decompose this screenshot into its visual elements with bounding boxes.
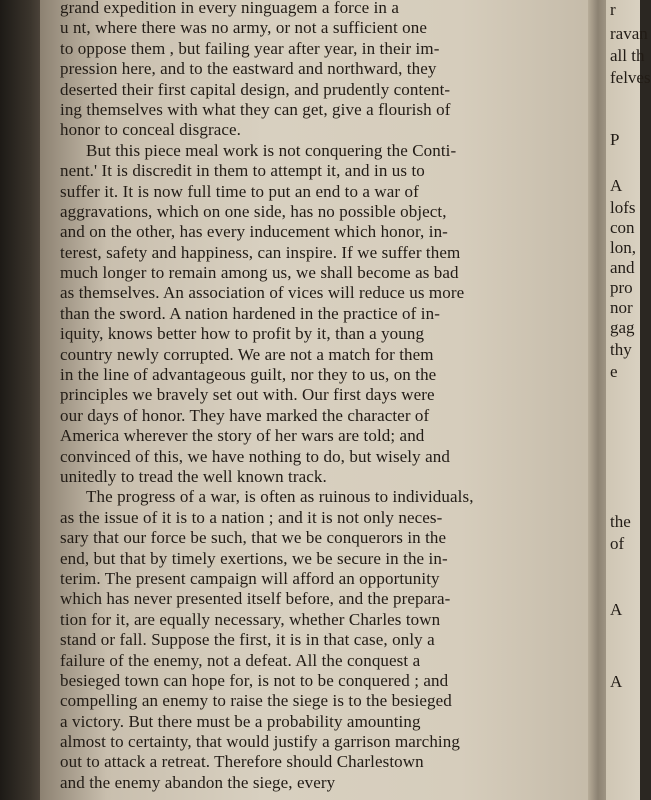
article-line: in the line of advantageous guilt, nor they to us, on the (60, 365, 437, 385)
adjacent-line: ravan (610, 24, 648, 43)
adjacent-line: pro (610, 278, 633, 297)
article-line: as themselves. An association of vices will reduce us more (60, 283, 465, 303)
article-line: But this piece meal work is not conquering the Conti- (86, 140, 457, 160)
adjacent-line: P (610, 130, 620, 149)
article-line: honor to conceal disgrace. (60, 120, 242, 140)
article-line: America wherever the story of her wars are told; and (60, 426, 425, 446)
article-line: nent.' It is discredit in them to attempt it, and in us to (60, 161, 425, 181)
article-column (60, 0, 590, 793)
article-line: out to attack a retreat. Therefore should Charlestown (60, 752, 424, 772)
article-line: besieged town can hope for, is not to be conquered ; and (60, 670, 449, 690)
article-line: grand expedition in every ninguagem a force in a (60, 0, 400, 17)
adjacent-line: of (610, 534, 625, 553)
adjacent-line: A (610, 672, 623, 691)
article-line: than the sword. A nation hardened in the practice of in- (60, 303, 440, 323)
adjacent-column (606, 0, 651, 800)
article-line: u nt, where there was no army, or not a sufficient one (60, 18, 428, 38)
adjacent-line: felves (610, 68, 651, 87)
article-line: principles we bravely set out with. Our first days were (60, 385, 435, 405)
adjacent-line: A (610, 176, 623, 195)
article-line: compelling an enemy to raise the siege is to the besieged (60, 691, 452, 711)
adjacent-line: nor (610, 298, 633, 317)
adjacent-line: lofs (610, 198, 636, 217)
adjacent-line: r (610, 0, 616, 19)
adjacent-line: all th (610, 46, 645, 65)
article-line: pression here, and to the eastward and northward, they (60, 59, 437, 79)
article-line: to oppose them , but failing year after year, in their im- (60, 38, 440, 58)
adjacent-line: e (610, 362, 618, 381)
article-line: deserted their first capital design, and prudently content- (60, 79, 451, 99)
article-line: stand or fall. Suppose the first, it is in that case, only a (60, 630, 435, 650)
article-line: aggravations, which on one side, has no possible object, (60, 201, 447, 221)
article-line: as the issue of it is to a nation ; and it is not only neces- (60, 507, 443, 527)
article-line: convinced of this, we have nothing to do, but wisely and (60, 446, 450, 466)
article-line: suffer it. It is now full time to put an end to a war of (60, 181, 419, 201)
article-line: and on the other, has every inducement which honor, in- (60, 222, 448, 242)
article-line: sary that our force be such, that we be conquerors in the (60, 528, 447, 548)
adjacent-line: A (610, 600, 623, 619)
article-line: and the enemy abandon the siege, every (60, 772, 336, 792)
article-line: which has never presented itself before, and the prepara- (60, 589, 451, 609)
adjacent-line: lon, (610, 238, 636, 257)
article-line: end, but that by timely exertions, we be secure in the in- (60, 548, 448, 568)
article-line: iquity, knows better how to profit by it, than a young (60, 324, 425, 344)
article-line: tion for it, are equally necessary, whether Charles town (60, 609, 441, 629)
article-line: ing themselves with what they can get, give a flourish of (60, 99, 451, 119)
article-line: country newly corrupted. We are not a match for them (60, 344, 434, 364)
article-line: almost to certainty, that would justify a garrison marching (60, 732, 460, 752)
article-line: much longer to remain among us, we shall become as bad (60, 263, 459, 283)
adjacent-line: con (610, 218, 635, 237)
article-line: terim. The present campaign will afford an opportunity (60, 568, 440, 588)
article-line: our days of honor. They have marked the character of (60, 405, 430, 425)
article-line: a victory. But there must be a probability amounting (60, 711, 421, 731)
article-line: terest, safety and happiness, can inspire. If we suffer them (60, 242, 461, 262)
article-line: unitedly to tread the well known track. (60, 466, 327, 486)
adjacent-line: thy (610, 340, 632, 359)
adjacent-line: gag (610, 318, 635, 337)
article-line: failure of the enemy, not a defeat. All the conquest a (60, 650, 421, 670)
adjacent-line: the (610, 512, 631, 531)
article-line: The progress of a war, is often as ruinous to individuals, (86, 487, 474, 507)
adjacent-line: and (610, 258, 635, 277)
